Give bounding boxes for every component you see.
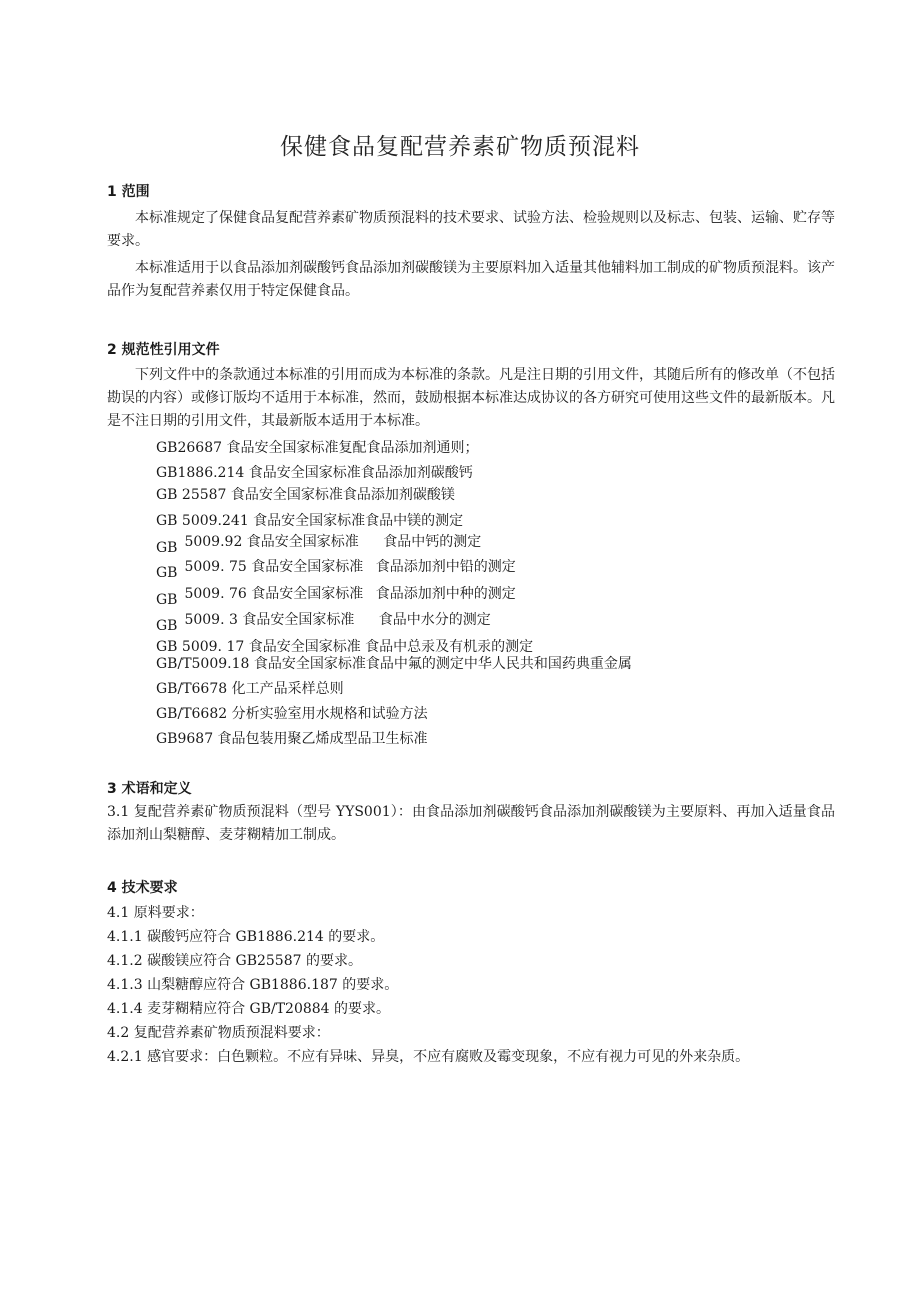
reference-item: GB9687 食品包装用聚乙烯成型品卫生标准: [156, 731, 428, 747]
requirement-line: 4.1.3 山梨糖醇应符合 GB1886.187 的要求。: [107, 977, 399, 993]
reference-item: [156, 583, 516, 608]
requirement-line: 4.1.2 碳酸镁应符合 GB25587 的要求。: [107, 953, 362, 969]
section-1-paragraph-1: 本标准规定了保健食品复配营养素矿物质预混料的技术要求、试验方法、检验规则以及标志、包装、运输、贮存等要求。: [107, 210, 835, 249]
reference-item: [156, 556, 516, 581]
reference-text: 5009. 3 食品安全国家标准: [184, 612, 355, 628]
reference-subject: 食品添加剂中铅的测定: [375, 559, 516, 575]
requirement-line: 4.1 原料要求：: [107, 905, 204, 921]
section-2-paragraph-1: 下列文件中的条款通过本标准的引用而成为本标准的条款。凡是注日期的引用文件，其随后所有的修改单（不包括勘误的内容）或修订版均不适用于本标准，然而，鼓励根据本标准达成协议的各方研究可使用这些文件的最新版本。凡是不注日期的引用文件，其最新版本适用于本标准。: [107, 367, 835, 429]
section-2-heading: 2 规范性引用文件: [107, 342, 220, 358]
requirement-line: 4.1.1 碳酸钙应符合 GB1886.214 的要求。: [107, 929, 385, 945]
reference-code: GB: [156, 618, 178, 634]
section-3-definition: 3.1 复配营养素矿物质预混料（型号 YYS001）：由食品添加剂碳酸钙食品添加剂碳酸镁为主要原料、再加入适量食品添加剂山梨糖醇、麦芽糊精加工制成。: [107, 804, 835, 843]
requirement-line: 4.2.1 感官要求：白色颗粒。不应有异味、异臭，不应有腐败及霉变现象，不应有视力可见的外来杂质。: [107, 1049, 750, 1065]
reference-item: GB 5009.241 食品安全国家标准食品中镁的测定: [156, 513, 464, 529]
reference-text: 5009. 75 食品安全国家标准: [184, 559, 364, 575]
reference-item: GB/T6678 化工产品采样总则: [156, 681, 344, 697]
reference-code: GB: [156, 592, 178, 608]
section-4-heading: 4 技术要求: [107, 880, 178, 896]
reference-item: GB/T5009.18 食品安全国家标准食品中氟的测定中华人民共和国药典重金属: [156, 656, 632, 672]
reference-item: GB1886.214 食品安全国家标准食品添加剂碳酸钙: [156, 465, 473, 481]
reference-item-clipped: GB 5009. 17 食品安全国家标准 食品中总汞及有机汞的测定: [156, 639, 534, 655]
reference-subject: 食品中水分的测定: [378, 612, 491, 628]
requirement-line: 4.1.4 麦芽糊精应符合 GB/T20884 的要求。: [107, 1001, 391, 1017]
reference-subject: 食品添加剂中种的测定: [375, 586, 516, 602]
reference-item: [156, 609, 491, 634]
requirement-line: 4.2 复配营养素矿物质预混料要求：: [107, 1025, 330, 1041]
reference-item: GB 25587 食品安全国家标准食品添加剂碳酸镁: [156, 487, 455, 503]
section-1-heading: 1 范围: [107, 184, 150, 200]
section-3-heading: 3 术语和定义: [107, 781, 192, 797]
reference-text: 5009. 76 食品安全国家标准: [184, 586, 364, 602]
reference-code: GB: [156, 565, 178, 581]
document-title: 保健食品复配营养素矿物质预混料: [280, 134, 640, 160]
reference-text: 5009.92 食品安全国家标准: [184, 534, 359, 550]
reference-item: GB26687 食品安全国家标准复配食品添加剂通则；: [156, 440, 479, 456]
reference-item: GB/T6682 分析实验室用水规格和试验方法: [156, 706, 428, 722]
reference-item: [156, 531, 482, 556]
reference-subject: 食品中钙的测定: [383, 534, 482, 550]
reference-code: GB: [156, 540, 178, 556]
section-1-paragraph-2: 本标准适用于以食品添加剂碳酸钙食品添加剂碳酸镁为主要原料加入适量其他辅料加工制成的矿物质预混料。该产品作为复配营养素仅用于特定保健食品。: [107, 260, 835, 299]
